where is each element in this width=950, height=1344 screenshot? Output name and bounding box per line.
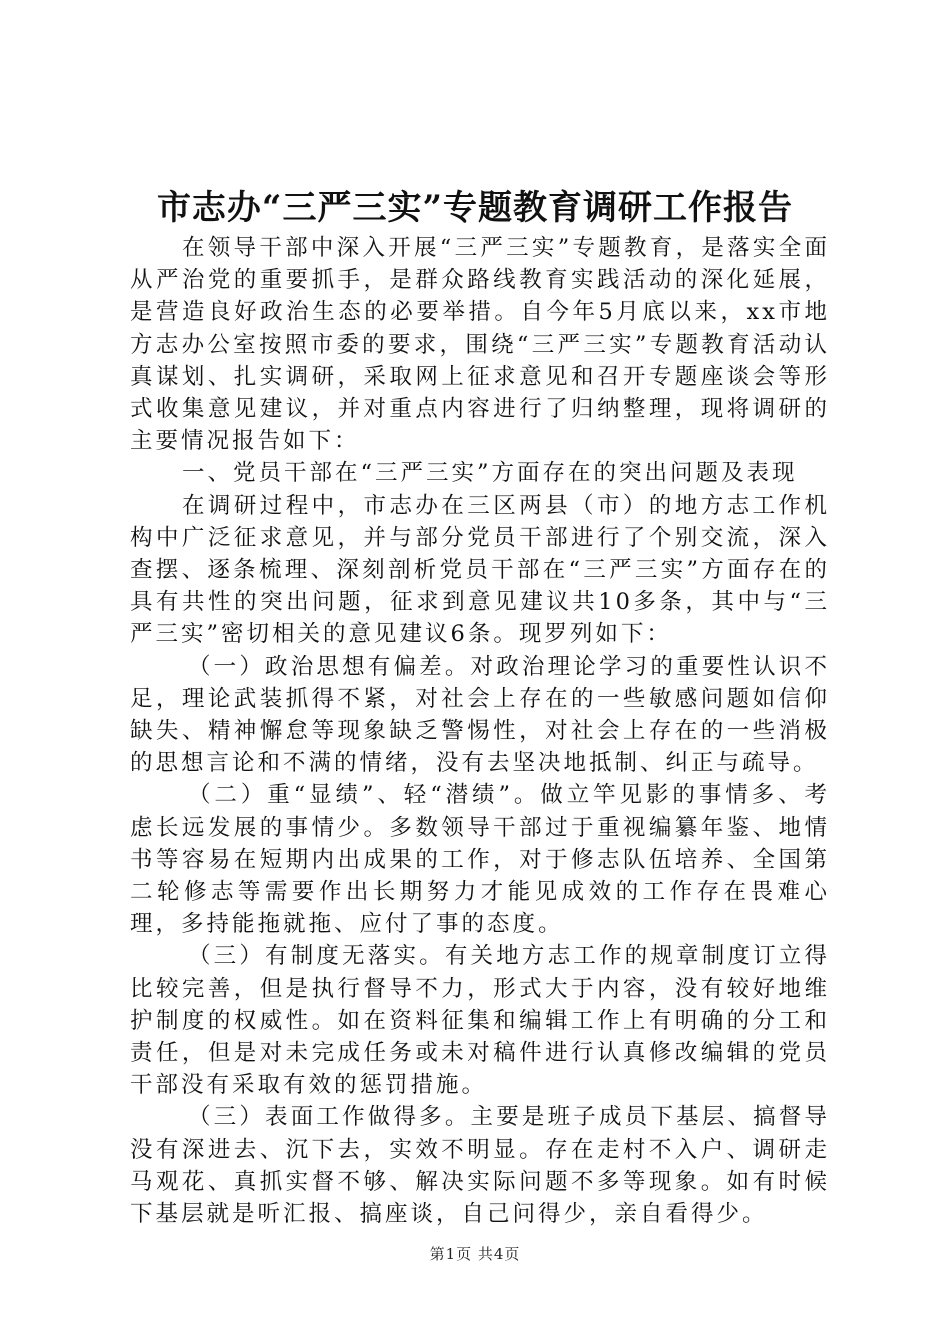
document-body [130,232,830,1230]
list-item-paragraph: （二）重“显绩”、轻“潜绩”。做立竿见影的事情多、考虑长远发展的事情少。多数领导干部过于重视编纂年鉴、地情书等容易在短期内出成果的工作，对于修志队伍培养、全国第二轮修志等需要作出长期努力才能见成效的工作存在畏难心理，多持能拖就拖、应付了事的态度。 [130,782,830,938]
body-paragraph: 在调研过程中，市志办在三区两县（市）的地方志工作机构中广泛征求意见，并与部分党员干部进行了个别交流，深入查摆、逐条梳理、深刻剖析党员干部在“三严三实”方面存在的具有共性的突出问题，征求到意见建议共10多条，其中与“三严三实”密切相关的意见建议6条。现罗列如下： [130,492,830,648]
list-item-paragraph: （一）政治思想有偏差。对政治理论学习的重要性认识不足，理论武装抓得不紧，对社会上存在的一些敏感问题如信仰缺失、精神懈怠等现象缺乏警惕性，对社会上存在的一些消极的思想言论和不满的情绪，没有去坚决地抵制、纠正与疏导。 [130,653,830,777]
page-number-footer: 第1页 共4页 [429,1245,521,1263]
document-title: 市志办“三严三实”专题教育调研工作报告 [156,188,794,228]
intro-paragraph: 在领导干部中深入开展“三严三实”专题教育，是落实全面从严治党的重要抓手，是群众路线教育实践活动的深化延展，是营造良好政治生态的必要举措。自今年5月底以来，xx市地方志办公室按照市委的要求，围绕“三严三实”专题教育活动认真谋划、扎实调研，采取网上征求意见和召开专题座谈会等形式收集意见建议，并对重点内容进行了归纳整理，现将调研的主要情况报告如下： [130,235,830,455]
section-heading: 一、党员干部在“三严三实”方面存在的突出问题及表现 [182,460,798,487]
list-item-paragraph: （三）有制度无落实。有关地方志工作的规章制度订立得比较完善，但是执行督导不力，形式大于内容，没有较好地维护制度的权威性。如在资料征集和编辑工作上有明确的分工和责任，但是对未完成任务或未对稿件进行认真修改编辑的党员干部没有采取有效的惩罚措施。 [130,943,830,1099]
list-item-paragraph: （三）表面工作做得多。主要是班子成员下基层、搞督导没有深进去、沉下去，实效不明显。存在走村不入户、调研走马观花、真抓实督不够、解决实际问题不多等现象。如有时候下基层就是听汇报、搞座谈，自己问得少，亲自看得少。 [130,1104,830,1228]
